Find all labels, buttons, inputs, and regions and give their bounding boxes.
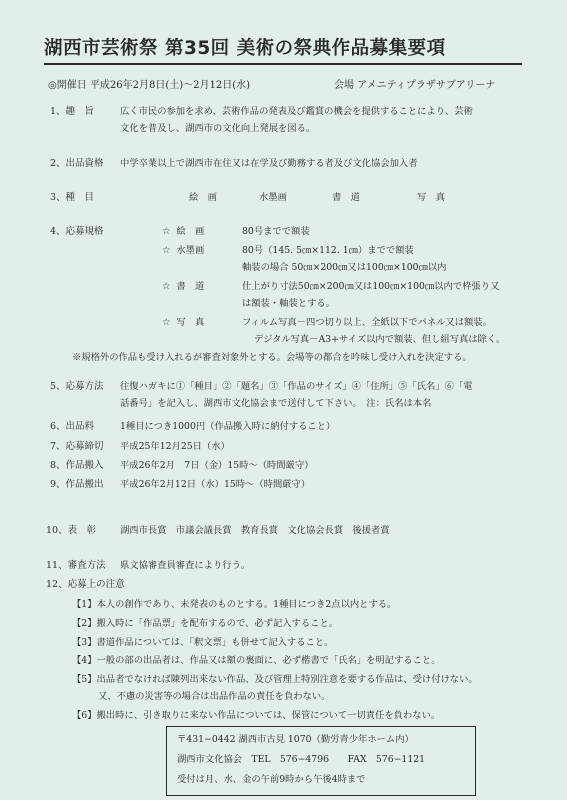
section-6-text: 1種目につき1000円（作品搬入時に納付すること） (120, 421, 336, 432)
section-11-heading: 11、審査方法 (46, 560, 106, 571)
spec-photography (162, 314, 204, 328)
star-icon: ☆ (162, 226, 171, 237)
star-icon: ☆ (162, 317, 171, 328)
section-5-line-2: 話番号」を記入し、湖西市文化協会まで送付して下さい。 注：氏名は本名 (120, 398, 432, 409)
spec-note: ※規格外の作品も受け入れるが審査対象外とする。会場等の都合を吟味し受け入れを決定する。 (72, 352, 472, 363)
contact-box (166, 726, 476, 796)
contact-hours: 受付は月、水、金の午前9時から午後4時まで (177, 774, 366, 785)
section-8-heading: 8、作品搬入 (50, 460, 104, 471)
section-5-heading: 5、応募方法 (50, 381, 104, 392)
category-painting: 絵 画 (189, 192, 217, 203)
section-11-text: 県文協審査員審査により行う。 (120, 560, 251, 571)
category-photography: 写 真 (417, 192, 445, 203)
section-1-heading: 1、趣 旨 (50, 106, 95, 117)
section-1-line-1: 広く市民の参加を求め、芸術作品の発表及び鑑賞の機会を提供することにより、芸術 (120, 106, 473, 117)
note-3: 【3】書道作品については、「釈文票」も併せて記入すること。 (72, 637, 334, 648)
section-1-line-2: 文化を普及し、湖西市の文化向上発展を図る。 (120, 123, 316, 134)
star-icon: ☆ (162, 281, 171, 292)
note-5-b: 又、不慮の災害等の場合は出品作品の責任を負わない。 (98, 691, 331, 702)
section-2-heading: 2、出品資格 (50, 158, 104, 169)
section-3-heading: 3、種 目 (50, 192, 95, 203)
note-6: 【6】搬出時に、引き取りに来ない作品については、保管について一切責任を負わない。 (72, 710, 441, 721)
section-6-heading: 6、出品料 (50, 421, 95, 432)
spec-photography-label: 写 真 (176, 317, 205, 328)
section-2-text: 中学卒業以上で湖西市在住又は在学及び勤務する者及び文化協会加入者 (120, 158, 418, 169)
note-1: 【1】本人の創作であり、未発表のものとする。1種目につき2点以内とする。 (72, 599, 397, 610)
note-2: 【2】搬入時に「作品票」を配布するので、必ず記入すること。 (72, 618, 339, 629)
spec-ink-painting-text: 80号（145. 5㎝×112. 1㎝）までで額装 (242, 245, 414, 256)
section-7-text: 平成25年12月25日（水） (120, 441, 230, 452)
contact-org: 湖西市文化協会 TEL 576−4796 FAX 576−1121 (177, 754, 426, 765)
section-4-heading: 4、応募規格 (50, 226, 104, 237)
star-icon: ☆ (162, 245, 171, 256)
category-ink-painting: 水墨画 (259, 192, 287, 203)
note-4: 【4】一般の部の出品者は、作品又は額の裏面に、必ず楷書で「氏名」を明記すること。 (72, 655, 441, 666)
section-10-heading: 10、表 彰 (46, 525, 97, 536)
spec-painting (162, 223, 204, 237)
spec-calligraphy-text: 仕上がり寸法50㎝×200㎝又は100㎝×100㎝以内で枠張り又 (242, 281, 500, 292)
event-venue: 会場 アメニティプラザサブアリーナ (334, 80, 496, 91)
section-10-text: 湖西市長賞 市議会議長賞 教育長賞 文化協会長賞 後援者賞 (120, 525, 390, 536)
note-5: 【5】出品者でなければ陳列出来ない作品、及び管理上特別注意を要する作品は、受け付けない。 (72, 674, 478, 685)
spec-painting-label: 絵 画 (176, 226, 205, 237)
spec-painting-text: 80号までで額装 (242, 226, 310, 237)
section-9-heading: 9、作品搬出 (50, 479, 104, 490)
spec-ink-painting-text-2: 軸装の場合 50㎝×200㎝又は100㎝×100㎝以内 (242, 262, 447, 273)
contact-address: 〒431−0442 湖西市古見 1070（勤労青少年ホーム内） (177, 734, 414, 745)
spec-ink-painting-label: 水墨画 (176, 245, 205, 256)
section-7-heading: 7、応募締切 (50, 441, 104, 452)
spec-calligraphy-text-2: は額装・軸装とする。 (242, 298, 335, 309)
section-5-line-1: 往復ハガキに①「種目」②「題名」③「作品のサイズ」④「住所」⑤「氏名」⑥「電 (120, 381, 473, 392)
section-8-text: 平成26年2月 7日（金）15時〜（時間厳守） (120, 460, 314, 471)
category-calligraphy: 書 道 (332, 192, 360, 203)
event-period: ◎開催日 平成26年2月8日(土)〜2月12日(水) (48, 80, 251, 91)
section-12-heading: 12、応募上の注意 (46, 579, 125, 590)
page-title: 湖西市芸術祭 第35回 美術の祭典作品募集要項 (44, 34, 522, 65)
spec-calligraphy-label: 書 道 (176, 281, 205, 292)
spec-photography-text: フィルム写真－四つ切り以上、全紙以下でパネル又は額装。 (242, 317, 492, 328)
section-9-text: 平成26年2月12日（水）15時〜（時間厳守） (120, 479, 311, 490)
spec-ink-painting (162, 242, 204, 256)
spec-photography-text-2: デジタル写真－A3+サイズ以内で額装、但し組写真は除く。 (254, 334, 506, 345)
spec-calligraphy (162, 278, 204, 292)
